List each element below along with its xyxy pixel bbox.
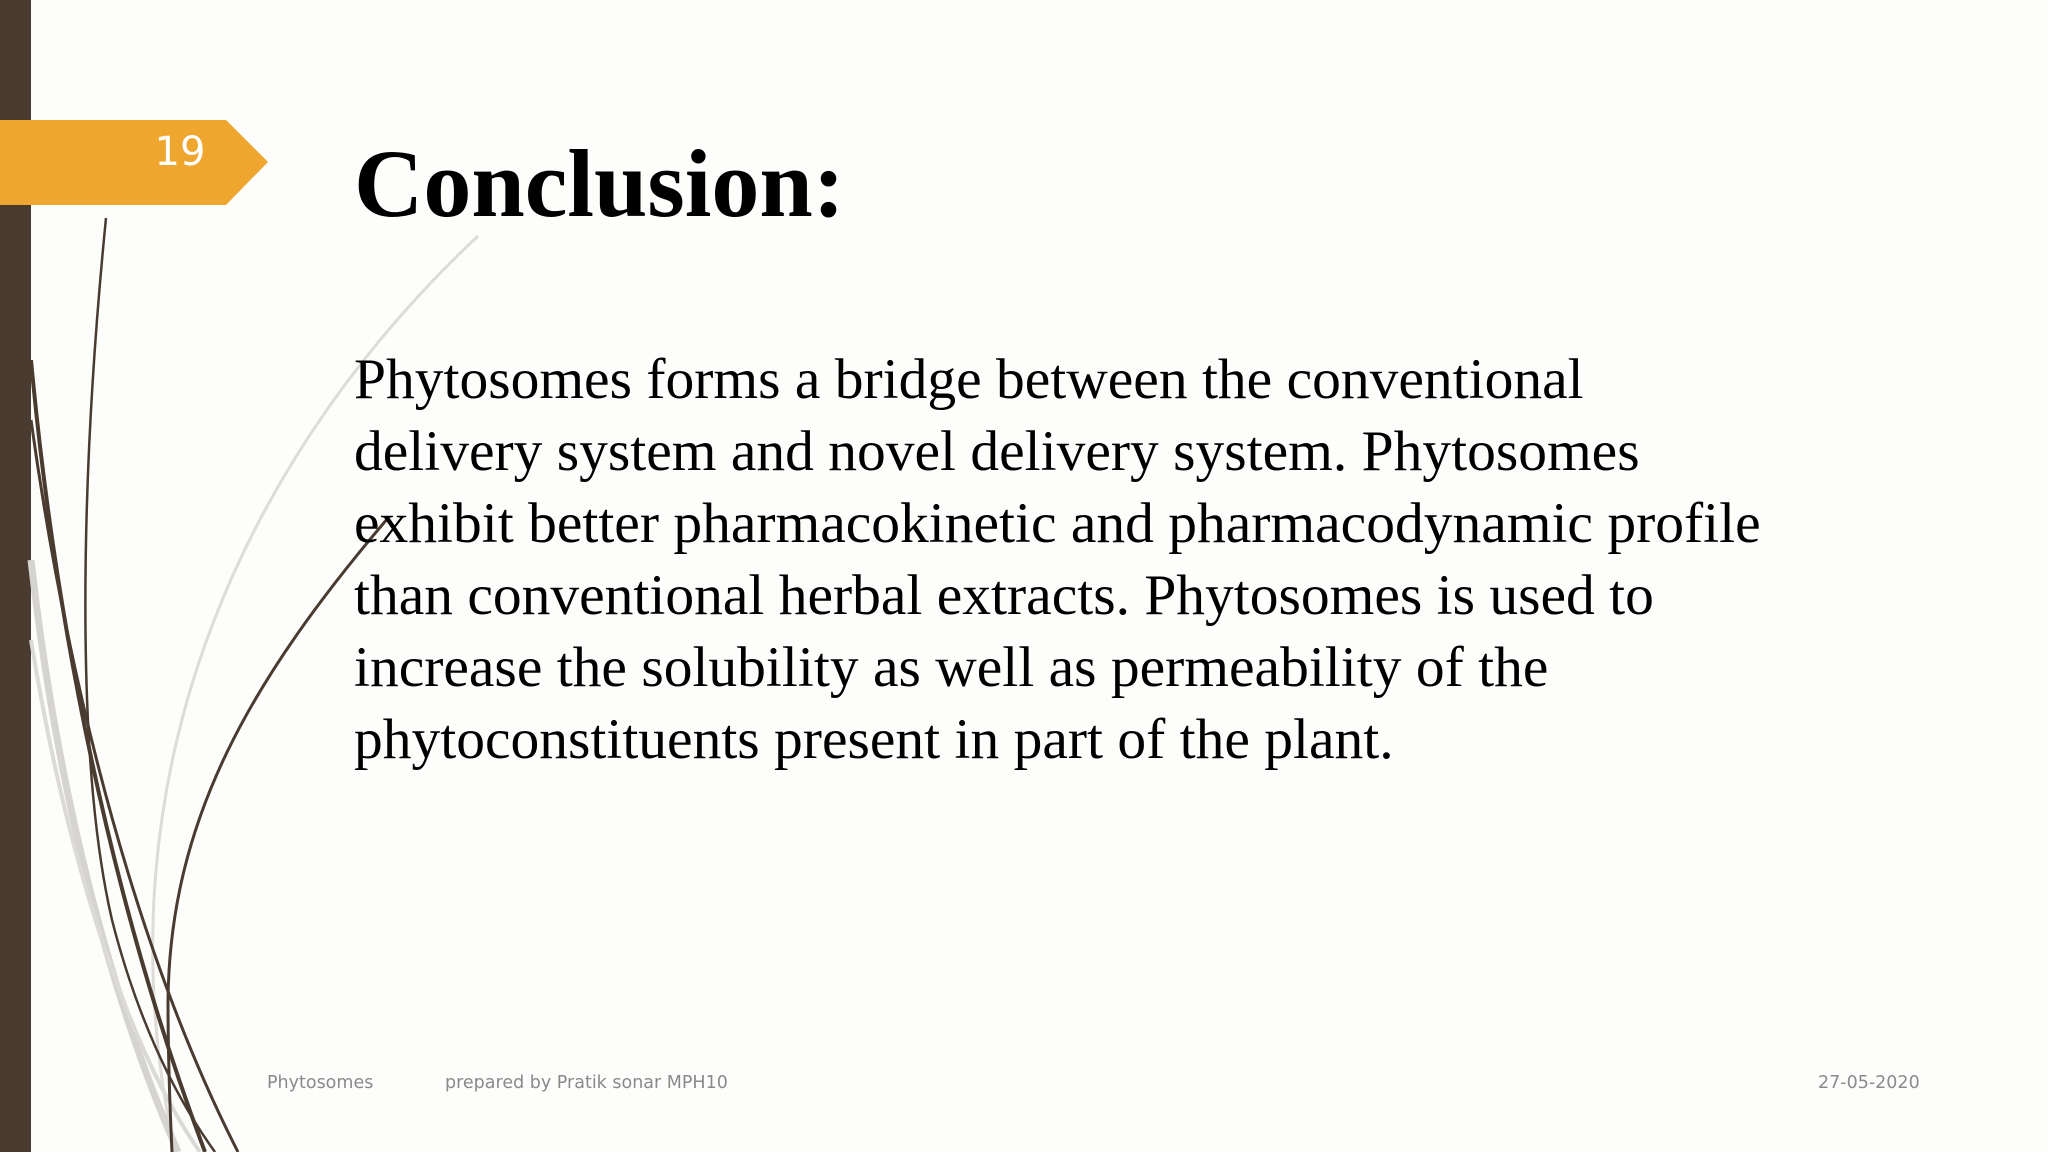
footer-author: prepared by Pratik sonar MPH10 [445, 1073, 728, 1093]
slide-title: Conclusion: [354, 130, 845, 237]
slide-number: 19 [154, 129, 206, 175]
footer-topic: Phytosomes [267, 1073, 374, 1093]
conclusion-paragraph: Phytosomes forms a bridge between the conventional delivery system and novel delivery system. Phytosomes exhibit better pharmacokinetic and pharmacodynamic profile than conventional herbal extracts. Phytosomes is used to increase the solubility as well as permeability of the phytoconstituents present in part of the plant. [354, 348, 1761, 771]
footer-date: 27-05-2020 [1818, 1073, 1920, 1093]
dark-curve-1 [85, 218, 215, 1152]
